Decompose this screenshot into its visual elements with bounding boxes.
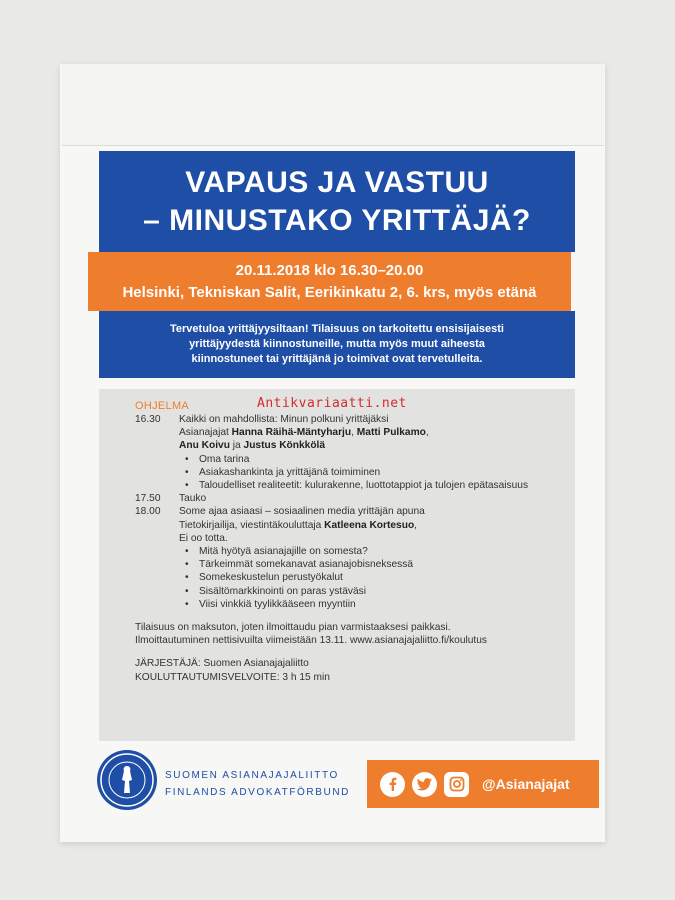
watermark-text: Antikvariaatti.net (257, 396, 407, 411)
intro-banner (99, 311, 575, 378)
program-session-2 (135, 505, 565, 611)
speaker-name: Katleena Kortesuo (324, 519, 415, 531)
association-seal-logo (97, 750, 157, 810)
program-break (135, 492, 565, 505)
training-obligation-line: KOULUTTAUTUMISVELVOITE: 3 h 15 min (135, 671, 330, 683)
session-1-title: Kaikki on mahdollista: Minun polkuni yrittäjäksi (179, 414, 389, 425)
session-1-speakers (179, 426, 565, 439)
facebook-icon[interactable] (380, 772, 405, 797)
session-2-topics (183, 545, 565, 611)
break-label: Tauko (179, 493, 207, 505)
list-item: • Viisi vinkkiä tyylikkääseen myyntiin (183, 598, 565, 611)
speaker-name: Justus Könkkölä (243, 440, 326, 452)
event-location: Helsinki, Tekniskan Salit, Eerikinkatu 2, 6. krs, myös etänä (122, 283, 537, 301)
twitter-icon[interactable] (412, 772, 437, 797)
session-2-subtitle: Ei oo totta. (179, 532, 228, 544)
registration-note-1: Tilaisuus on maksuton, joten ilmoittaudu pian varmistaaksesi paikkasi. (135, 622, 451, 634)
org-name-swedish: FINLANDS ADVOKATFÖRBUND (165, 787, 350, 798)
session-1-speakers-cont (179, 439, 565, 452)
separator: ja (229, 440, 244, 452)
paper-fold (62, 64, 604, 146)
session-2-time: 18.00 (135, 506, 161, 518)
intro-line-3: kiinnostuneet tai yrittäjänä jo toimivat ovat tervetulleita. (191, 353, 483, 365)
organization-name (165, 767, 350, 801)
program-session-1 (135, 413, 565, 492)
event-details-band (88, 252, 571, 311)
org-name-finnish: SUOMEN ASIANAJAJALIITTO (165, 770, 339, 781)
program-heading: OHJELMA (135, 400, 190, 412)
session-1-time: 16.30 (135, 414, 161, 425)
social-media-box (367, 760, 599, 808)
separator: , (351, 427, 357, 439)
list-item: • Tärkeimmät somekanavat asianajobisneksessä (183, 558, 565, 571)
break-time: 17.50 (135, 493, 161, 505)
event-date: 20.11.2018 klo 16.30–20.00 (235, 261, 424, 279)
social-handle[interactable]: @Asianajajat (482, 776, 570, 792)
list-item: • Sisältömarkkinointi on paras ystäväsi (183, 585, 565, 598)
speakers-prefix: Asianajajat (179, 427, 232, 439)
session-2-title: Some ajaa asiaasi – sosiaalinen media yrittäjän apuna (179, 506, 425, 518)
seal-figure-icon (99, 752, 155, 808)
list-item: • Taloudelliset realiteetit: kulurakenne, luottotappiot ja tulojen epätasaisuus (183, 479, 565, 492)
speaker-name: Matti Pulkamo (356, 427, 426, 439)
program-section (99, 389, 575, 741)
intro-line-2: yrittäjyydestä kiinnostuneille, mutta myös muut aiheesta (189, 338, 485, 350)
list-item: • Somekeskustelun perustyökalut (183, 571, 565, 584)
registration-note-2: Ilmoittautuminen nettisivuilta viimeistään 13.11. www.asianajajaliitto.fi/koulutus (135, 635, 488, 647)
title-line-2: – MINUSTAKO YRITTÄJÄ? (143, 203, 531, 237)
speaker-name: Anu Koivu (179, 440, 230, 452)
speaker-name: Hanna Räihä-Mäntyharju (231, 427, 352, 439)
list-item: • Mitä hyötyä asianajajille on somesta? (183, 545, 565, 558)
session-2-speaker (179, 519, 565, 532)
speaker-prefix: Tietokirjailija, viestintäkouluttaja (179, 519, 325, 531)
session-1-topics (183, 453, 565, 493)
title-banner (99, 151, 575, 252)
list-item: • Oma tarina (183, 453, 565, 466)
title-line-1: VAPAUS JA VASTUU (185, 165, 489, 199)
separator: , (414, 519, 418, 531)
intro-line-1: Tervetuloa yrittäjyysiltaan! Tilaisuus on tarkoitettu ensisijaisesti (170, 323, 504, 335)
separator: , (425, 427, 429, 439)
organizer-line: JÄRJESTÄJÄ: Suomen Asianajajaliitto (135, 658, 309, 670)
list-item: • Asiakashankinta ja yrittäjänä toimiminen (183, 466, 565, 479)
instagram-icon[interactable] (444, 772, 469, 797)
